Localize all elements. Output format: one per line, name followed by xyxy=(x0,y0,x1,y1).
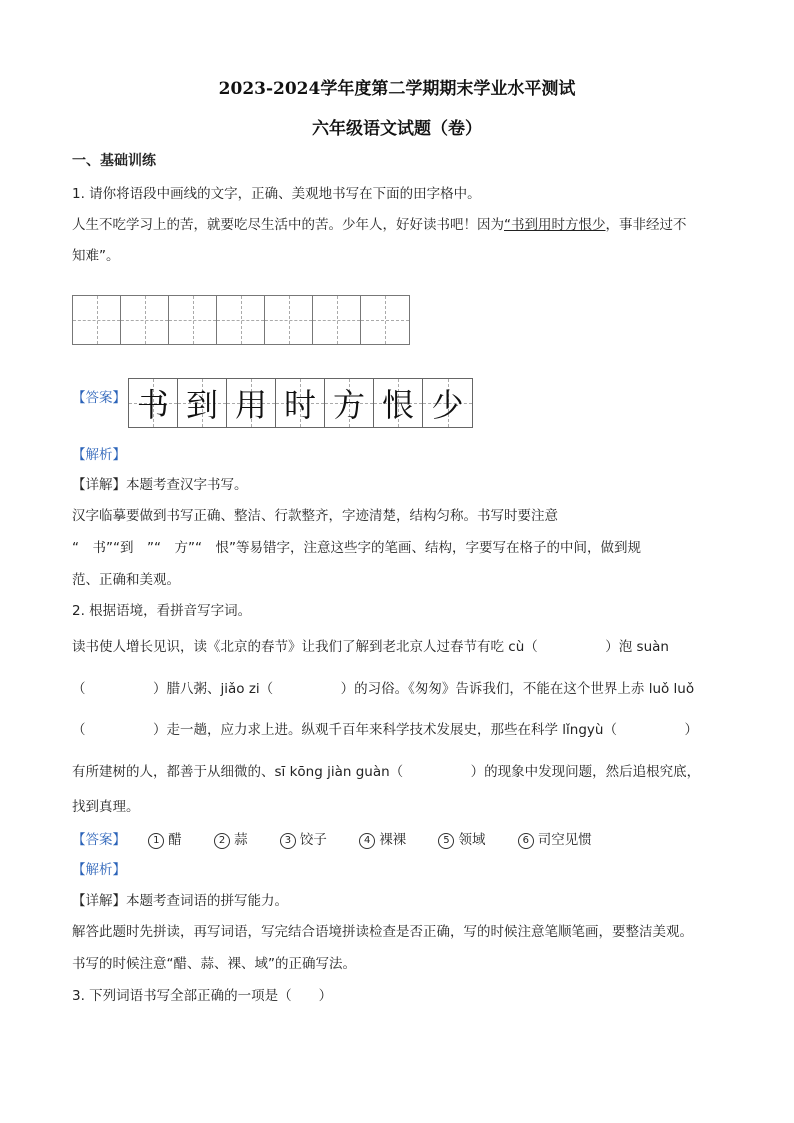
answer-cell xyxy=(129,379,178,427)
tianzige-cell xyxy=(73,296,121,344)
section-heading: 一、基础训练 xyxy=(72,153,156,169)
answer-text: 醋 xyxy=(168,832,182,848)
q2-answer-item xyxy=(518,828,592,849)
page-subtitle: 六年级语文试题（卷） xyxy=(312,119,482,139)
q1-passage-text: 人生不吃学习上的苦，就要吃尽生活中的苦。少年人，好好读书吧！因为 xyxy=(72,217,504,233)
answer-text: 领域 xyxy=(458,832,486,848)
answer-char: 恨 xyxy=(381,386,414,424)
answer-char: 用 xyxy=(234,386,267,424)
answer-grid xyxy=(128,378,473,428)
answer-cell xyxy=(276,379,325,427)
q1-explanation-line3: 范、正确和美观。 xyxy=(72,572,180,588)
q2-passage-line1: 读书使人增长见识，读《北京的春节》让我们了解到老北京人过春节有吃 cù（ ）泡 suàn xyxy=(72,639,669,655)
q1-explanation-line2: “ 书”“到 ”“ 方”“ 恨”等易错字，注意这些字的笔画、结构，字要写在格子的中间，做到规 xyxy=(72,540,641,556)
q2-explanation-line1: 解答此题时先拼读，再写词语，写完结合语境拼读检查是否正确，写的时候注意笔顺笔画，要整洁美观。 xyxy=(72,924,693,940)
q2-answer-item xyxy=(438,828,485,849)
q2-answer-item xyxy=(214,828,248,849)
q1-detail: 【详解】本题考查汉字书写。 xyxy=(72,477,248,493)
q2-passage-line4: 有所建树的人，都善于从细微的、sī kōng jiàn guàn（ ）的现象中发现问题，然后追根究底， xyxy=(72,764,701,780)
answer-char: 到 xyxy=(185,386,218,424)
q2-passage-line5: 找到真理。 xyxy=(72,799,140,815)
circled-number: 3 xyxy=(280,833,296,849)
q2-answer-row xyxy=(72,828,620,849)
answer-char: 方 xyxy=(332,386,365,424)
tianzige-cell xyxy=(121,296,169,344)
answer-text: 饺子 xyxy=(299,832,327,848)
answer-cell xyxy=(227,379,276,427)
q1-explanation-line1: 汉字临摹要做到书写正确、整洁、行款整齐，字迹清楚，结构匀称。书写时要注意 xyxy=(72,508,558,524)
q1-passage-text-b: ，事非经过不 xyxy=(605,217,687,233)
q1-prompt: 1. 请你将语段中画线的文字，正确、美观地书写在下面的田字格中。 xyxy=(72,186,481,202)
q2-detail: 【详解】本题考查词语的拼写能力。 xyxy=(72,893,288,909)
tianzige-grid xyxy=(72,295,410,345)
answer-text: 蒜 xyxy=(234,832,248,848)
answer-text: 裸裸 xyxy=(379,832,407,848)
answer-char: 书 xyxy=(136,386,169,424)
tianzige-cell xyxy=(265,296,313,344)
q1-underlined-text: “书到用时方恨少 xyxy=(504,217,606,233)
q2-answer-label: 【答案】 xyxy=(72,832,126,848)
answer-cell xyxy=(325,379,374,427)
tianzige-cell xyxy=(361,296,409,344)
page-title: 2023-2024学年度第二学期期末学业水平测试 xyxy=(218,79,576,99)
q2-answer-item xyxy=(359,828,406,849)
answer-char: 时 xyxy=(283,386,316,424)
circled-number: 6 xyxy=(518,833,534,849)
q1-passage-line2: 知难”。 xyxy=(72,248,120,264)
tianzige-cell xyxy=(217,296,265,344)
q3-prompt: 3. 下列词语书写全部正确的一项是（ ） xyxy=(72,988,333,1004)
circled-number: 2 xyxy=(214,833,230,849)
q2-analysis-label: 【解析】 xyxy=(72,862,126,878)
q2-answer-item xyxy=(280,828,327,849)
q2-explanation-line2: 书写的时候注意“醋、蒜、裸、域”的正确写法。 xyxy=(72,956,356,972)
circled-number: 4 xyxy=(359,833,375,849)
circled-number: 1 xyxy=(148,833,164,849)
q2-passage-line3: （ ）走一趟，应力求上进。纵观千百年来科学技术发展史，那些在科学 lǐngyù（ ） xyxy=(72,722,698,738)
q2-prompt: 2. 根据语境，看拼音写字词。 xyxy=(72,603,252,619)
answer-text: 司空见惯 xyxy=(537,832,592,848)
answer-char: 少 xyxy=(431,386,464,424)
answer-cell xyxy=(374,379,423,427)
q1-analysis-label: 【解析】 xyxy=(72,447,126,463)
tianzige-cell xyxy=(169,296,217,344)
q2-answer-item xyxy=(148,828,182,849)
answer-cell xyxy=(178,379,227,427)
circled-number: 5 xyxy=(438,833,454,849)
q1-answer-label: 【答案】 xyxy=(72,390,126,406)
q1-passage-line1 xyxy=(72,213,687,233)
q2-passage-line2: （ ）腊八粥、jiǎo zi（ ）的习俗。《匆匆》告诉我们，不能在这个世界上赤 luǒ luǒ xyxy=(72,681,695,697)
tianzige-cell xyxy=(313,296,361,344)
answer-cell xyxy=(423,379,472,427)
